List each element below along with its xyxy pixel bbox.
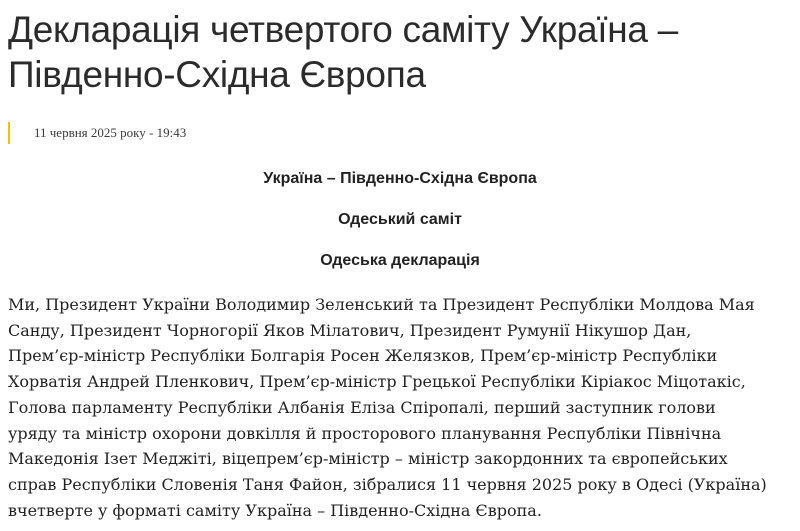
- publish-date: 11 червня 2025 року - 19:43: [34, 125, 187, 140]
- article-meta: [8, 122, 186, 144]
- date-accent-bar: [8, 122, 10, 144]
- heading-odesa-declaration: Одеська декларація: [320, 252, 480, 269]
- heading-ukraine-see: Україна – Південно-Східна Європа: [263, 170, 537, 187]
- page-title: Декларація четвертого саміту Україна – Південно-Східна Європа: [8, 9, 678, 95]
- heading-odesa-summit: Одеський саміт: [338, 211, 462, 228]
- declaration-paragraph: Ми, Президент України Володимир Зеленський та Президент Республіки Молдова Мая Санду, Президент Чорногорії Яков Мілатович, Президент Румунії Нікушор Дан, Прем’єр-міністр Республіки Болгарія Росен Желязков, Прем’єр-міністр Республіки Хорватія Андрей Пленкович, Прем’єр-міністр Грецької Республіки Кіріакос Міцотакіс, Голова парламенту Республіки Албанія Еліза Спіропалі, перший заступник голови уряду та міністр охорони довкілля й просторового планування Республіки Північна Македонія Ізет Меджіті, віцепрем’єр-міністр – міністр закордонних та європейських справ Республіки Словенія Таня Файон, зібралися 11 червня 2025 року в Одесі (Україна) вчетверте у форматі саміту Україна – Південно-Східна Європа.: [8, 295, 767, 520]
